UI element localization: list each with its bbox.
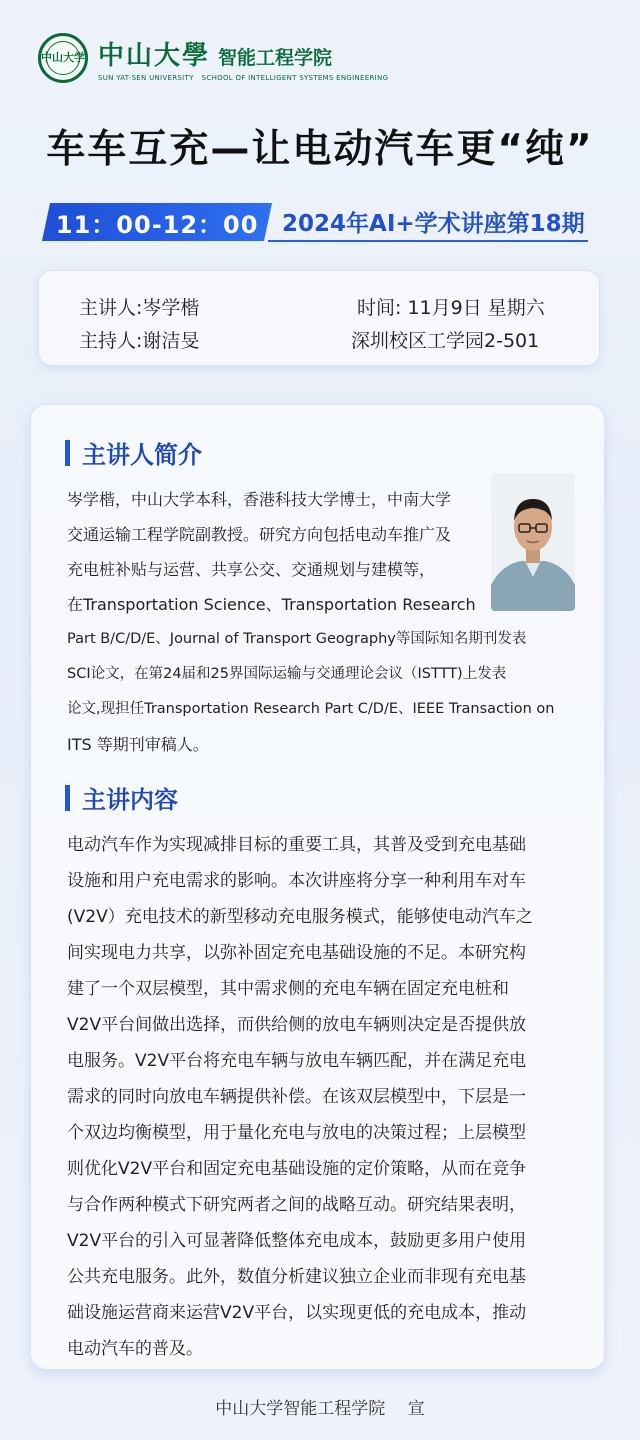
header (38, 30, 388, 86)
bio-line: ITS 等期刊审稿人。 (67, 735, 209, 754)
location-label: 深圳校区工学园2-501 (351, 330, 540, 352)
bio-line: 岑学楷，中山大学本科，香港科技大学博士，中南大学 (67, 490, 452, 509)
brand-top (98, 35, 388, 72)
speaker-label: 主讲人:岑学楷 (79, 297, 200, 319)
content-line: 公共充电服务。此外，数值分析建议独立企业而非现有充电基 (67, 1267, 526, 1287)
brand-bottom (98, 74, 388, 82)
speaker-portrait-icon (491, 473, 575, 611)
bio-heading (65, 435, 202, 470)
content-heading-text: 主讲内容 (82, 786, 178, 814)
school-name-cn: 智能工程学院 (218, 46, 333, 69)
content-line: V2V平台间做出选择，而供给侧的放电车辆则决定是否提供放 (67, 1015, 527, 1035)
university-name-cn: 中山大學 (98, 40, 211, 71)
content-line: V2V平台的引入可显著降低整体充电成本，鼓励更多用户使用 (67, 1231, 527, 1251)
seal-text: 中山大学 (41, 51, 85, 64)
content-line: 电服务。V2V平台将充电车辆与放电车辆匹配，并在满足充电 (67, 1051, 527, 1071)
content-line: 电动汽车的普及。 (67, 1339, 203, 1359)
time-underline (268, 240, 588, 242)
bio-line: 论文,现担任Transportation Research Part C/D/E、IEEE Transaction on (67, 701, 555, 717)
content-line: 需求的同时向放电车辆提供补偿。在该双层模型中，下层是一 (67, 1087, 526, 1107)
content-line: 础设施运营商来运营V2V平台，以实现更低的充电成本，推动 (67, 1303, 527, 1323)
time-label: 时间: 11月9日 星期六 (357, 297, 545, 319)
page-title: 车车互充—让电动汽车更“纯” (46, 127, 594, 172)
info-card (38, 270, 600, 366)
series-label: 2024年AI+学术讲座第18期 (282, 211, 585, 237)
bio-line: 交通运输工程学院副教授。研究方向包括电动车推广及 (67, 525, 452, 544)
heading-bar (65, 785, 70, 811)
host-label: 主持人:谢洁旻 (79, 330, 200, 352)
time-tag (42, 203, 272, 241)
content-line: 则优化V2V平台和固定充电基础设施的定价策略，从而在竞争 (67, 1159, 527, 1179)
main-card (30, 404, 605, 1370)
content-line: 电动汽车作为实现减排目标的重要工具，其普及受到充电基础 (67, 835, 526, 855)
content-heading (65, 780, 178, 815)
university-name-en: SUN YAT-SEN UNIVERSITY (98, 73, 194, 82)
brand-block (98, 35, 388, 82)
bio-heading-text: 主讲人简介 (82, 441, 202, 469)
content-line: 设施和用户充电需求的影响。本次讲座将分享一种利用车对车 (67, 871, 526, 891)
content-line: 间实现电力共享，以弥补固定充电基础设施的不足。本研究构 (67, 943, 526, 963)
content-line: 个双边均衡模型，用于量化充电与放电的决策过程；上层模型 (67, 1123, 526, 1143)
heading-bar (65, 440, 70, 466)
bio-line: Part B/C/D/E、Journal of Transport Geography等国际知名期刊发表 (67, 631, 527, 647)
content-line: 与合作两种模式下研究两者之间的战略互动。研究结果表明， (67, 1195, 526, 1215)
bio-line: 充电桩补贴与运营、共享公交、交通规划与建模等， (67, 560, 436, 579)
content-line: (V2V）充电技术的新型移动充电服务模式，能够使电动汽车之 (67, 907, 533, 927)
time-tag-text: 11：00-12：00 (55, 210, 259, 239)
university-seal-icon (38, 33, 88, 83)
school-name-en: SCHOOL OF INTELLIGENT SYSTEMS ENGINEERING (201, 73, 389, 82)
content-line: 建了一个双层模型，其中需求侧的充电车辆在固定充电桩和 (67, 979, 509, 999)
bio-line: 在Transportation Science、Transportation Research (67, 595, 476, 614)
speaker-photo (491, 473, 575, 611)
bio-line: SCI论文，在第24届和25界国际运输与交通理论会议（ISTTT)上发表 (67, 666, 507, 682)
footer-credit: 中山大学智能工程学院 宣 (215, 1399, 425, 1419)
